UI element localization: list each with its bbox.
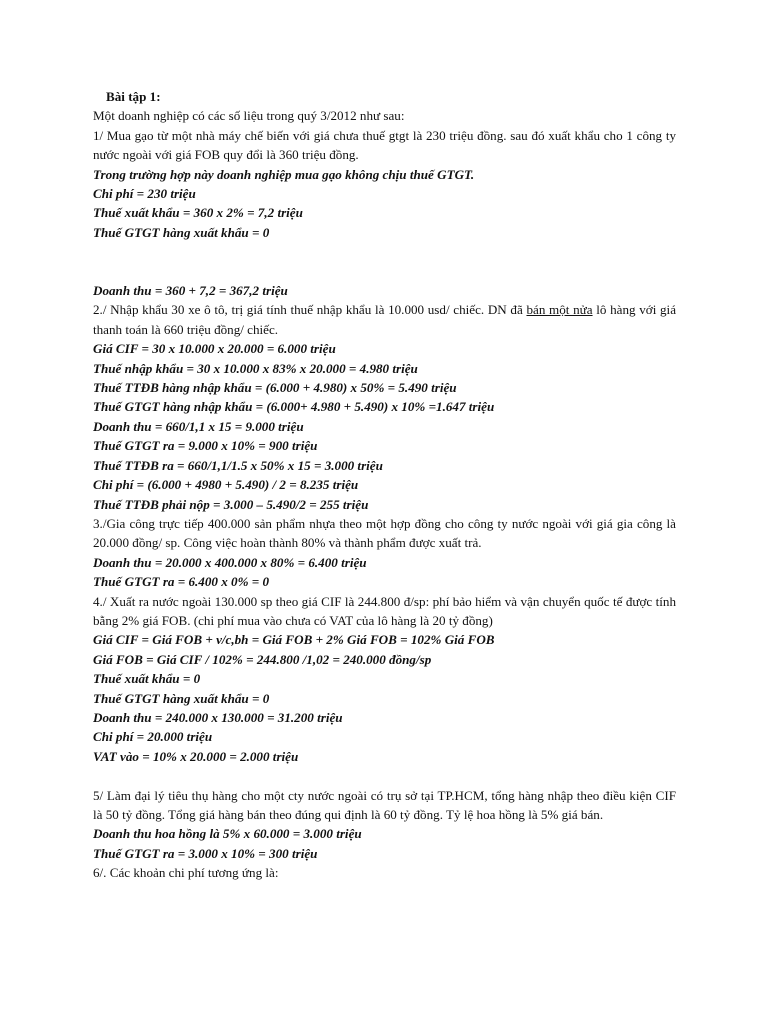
solution-1-line: Chi phí = 230 triệu bbox=[93, 186, 196, 202]
solution-2-line: Chi phí = (6.000 + 4980 + 5.490) / 2 = 8.235 triệu bbox=[93, 477, 359, 493]
solution-2-line: Giá CIF = 30 x 10.000 x 20.000 = 6.000 triệu bbox=[93, 341, 336, 357]
blank-space bbox=[93, 242, 676, 281]
problem-1-text: 1/ Mua gạo từ một nhà máy chế biến với giá chưa thuế gtgt là 230 triệu đồng. sau đó xuất khẩu cho 1 công ty nước ngoài với giá FOB quy đổi là 360 triệu đồng. bbox=[93, 127, 676, 163]
blank-space bbox=[93, 766, 676, 785]
problem-6-text: 6/. Các khoản chi phí tương ứng là: bbox=[93, 865, 279, 881]
solution-4-line: Chi phí = 20.000 triệu bbox=[93, 729, 213, 745]
solution-5-line: Thuế GTGT ra = 3.000 x 10% = 300 triệu bbox=[93, 845, 318, 861]
problem-2-text bbox=[93, 300, 676, 339]
solution-1-revenue: Doanh thu = 360 + 7,2 = 367,2 triệu bbox=[93, 283, 288, 299]
solution-2-line: Thuế nhập khẩu = 30 x 10.000 x 83% x 20.000 = 4.980 triệu bbox=[93, 360, 418, 376]
solution-4-line: VAT vào = 10% x 20.000 = 2.000 triệu bbox=[93, 748, 299, 764]
solution-5-line: Doanh thu hoa hồng là 5% x 60.000 = 3.000 triệu bbox=[93, 826, 362, 842]
solution-4-line: Doanh thu = 240.000 x 130.000 = 31.200 triệu bbox=[93, 709, 343, 725]
solution-2-line: Thuế TTĐB ra = 660/1,1/1.5 x 50% x 15 = 3.000 triệu bbox=[93, 457, 383, 473]
solution-1-line: Thuế xuất khẩu = 360 x 2% = 7,2 triệu bbox=[93, 205, 303, 221]
problem-2-text-part: 2./ Nhập khẩu 30 xe ô tô, trị giá tính thuế nhập khẩu là 10.000 usd/ chiếc. DN đã bbox=[93, 302, 527, 318]
problem-3-text: 3./Gia công trực tiếp 400.000 sản phẩm nhựa theo một hợp đồng cho công ty nước ngoài với giá gia công là 20.000 đồng/ sp. Công việc hoàn thành 80% và thành phẩm được xuất trả. bbox=[93, 515, 676, 551]
solution-2-line: Doanh thu = 660/1,1 x 15 = 9.000 triệu bbox=[93, 418, 304, 434]
underlined-phrase: bán một nửa bbox=[526, 302, 593, 318]
exercise-title: Bài tập 1: bbox=[106, 89, 161, 104]
solution-3-line: Thuế GTGT ra = 6.400 x 0% = 0 bbox=[93, 574, 270, 590]
solution-2-line: Thuế GTGT ra = 9.000 x 10% = 900 triệu bbox=[93, 438, 318, 454]
solution-4-line: Thuế xuất khẩu = 0 bbox=[93, 671, 201, 687]
problem-2-text-part: lô hàng với giá thanh toán là 660 triệu đồng/ chiếc. bbox=[93, 302, 677, 337]
problem-5-text: 5/ Làm đại lý tiêu thụ hàng cho một cty nước ngoài có trụ sở tại TP.HCM, tổng hàng nhập theo điều kiện CIF là 50 tỷ đồng. Tổng giá hàng bán theo đúng qui định là 60 tỷ đồng. Tỷ lệ hoa hồng là 5% giá bán. bbox=[93, 787, 676, 822]
solution-2-line: Thuế TTĐB hàng nhập khẩu = (6.000 + 4.980) x 50% = 5.490 triệu bbox=[93, 380, 457, 396]
solution-1-line: Thuế GTGT hàng xuất khẩu = 0 bbox=[93, 224, 270, 240]
solution-4-line: Giá CIF = Giá FOB + v/c,bh = Giá FOB + 2% Giá FOB = 102% Giá FOB bbox=[93, 632, 495, 648]
document-body bbox=[93, 87, 676, 883]
solution-2-line: Thuế GTGT hàng nhập khẩu = (6.000+ 4.980 + 5.490) x 10% =1.647 triệu bbox=[93, 399, 495, 415]
solution-4-line: Thuế GTGT hàng xuất khẩu = 0 bbox=[93, 690, 270, 706]
problem-4-text: 4./ Xuất ra nước ngoài 130.000 sp theo giá CIF là 244.800 đ/sp: phí bảo hiểm và vận chuyển quốc tế được tính bằng 2% giá FOB. (chi phí mua vào chưa có VAT của lô hàng là 20 tỷ đồng) bbox=[93, 593, 676, 628]
solution-3-line: Doanh thu = 20.000 x 400.000 x 80% = 6.400 triệu bbox=[93, 554, 367, 570]
solution-2-line: Thuế TTĐB phải nộp = 3.000 – 5.490/2 = 255 triệu bbox=[93, 496, 369, 512]
intro-text: Một doanh nghiệp có các số liệu trong quý 3/2012 như sau: bbox=[93, 108, 405, 124]
solution-1-line: Trong trường hợp này doanh nghiệp mua gạo không chịu thuế GTGT. bbox=[93, 166, 475, 182]
solution-4-line: Giá FOB = Giá CIF / 102% = 244.800 /1,02 = 240.000 đồng/sp bbox=[93, 651, 432, 667]
